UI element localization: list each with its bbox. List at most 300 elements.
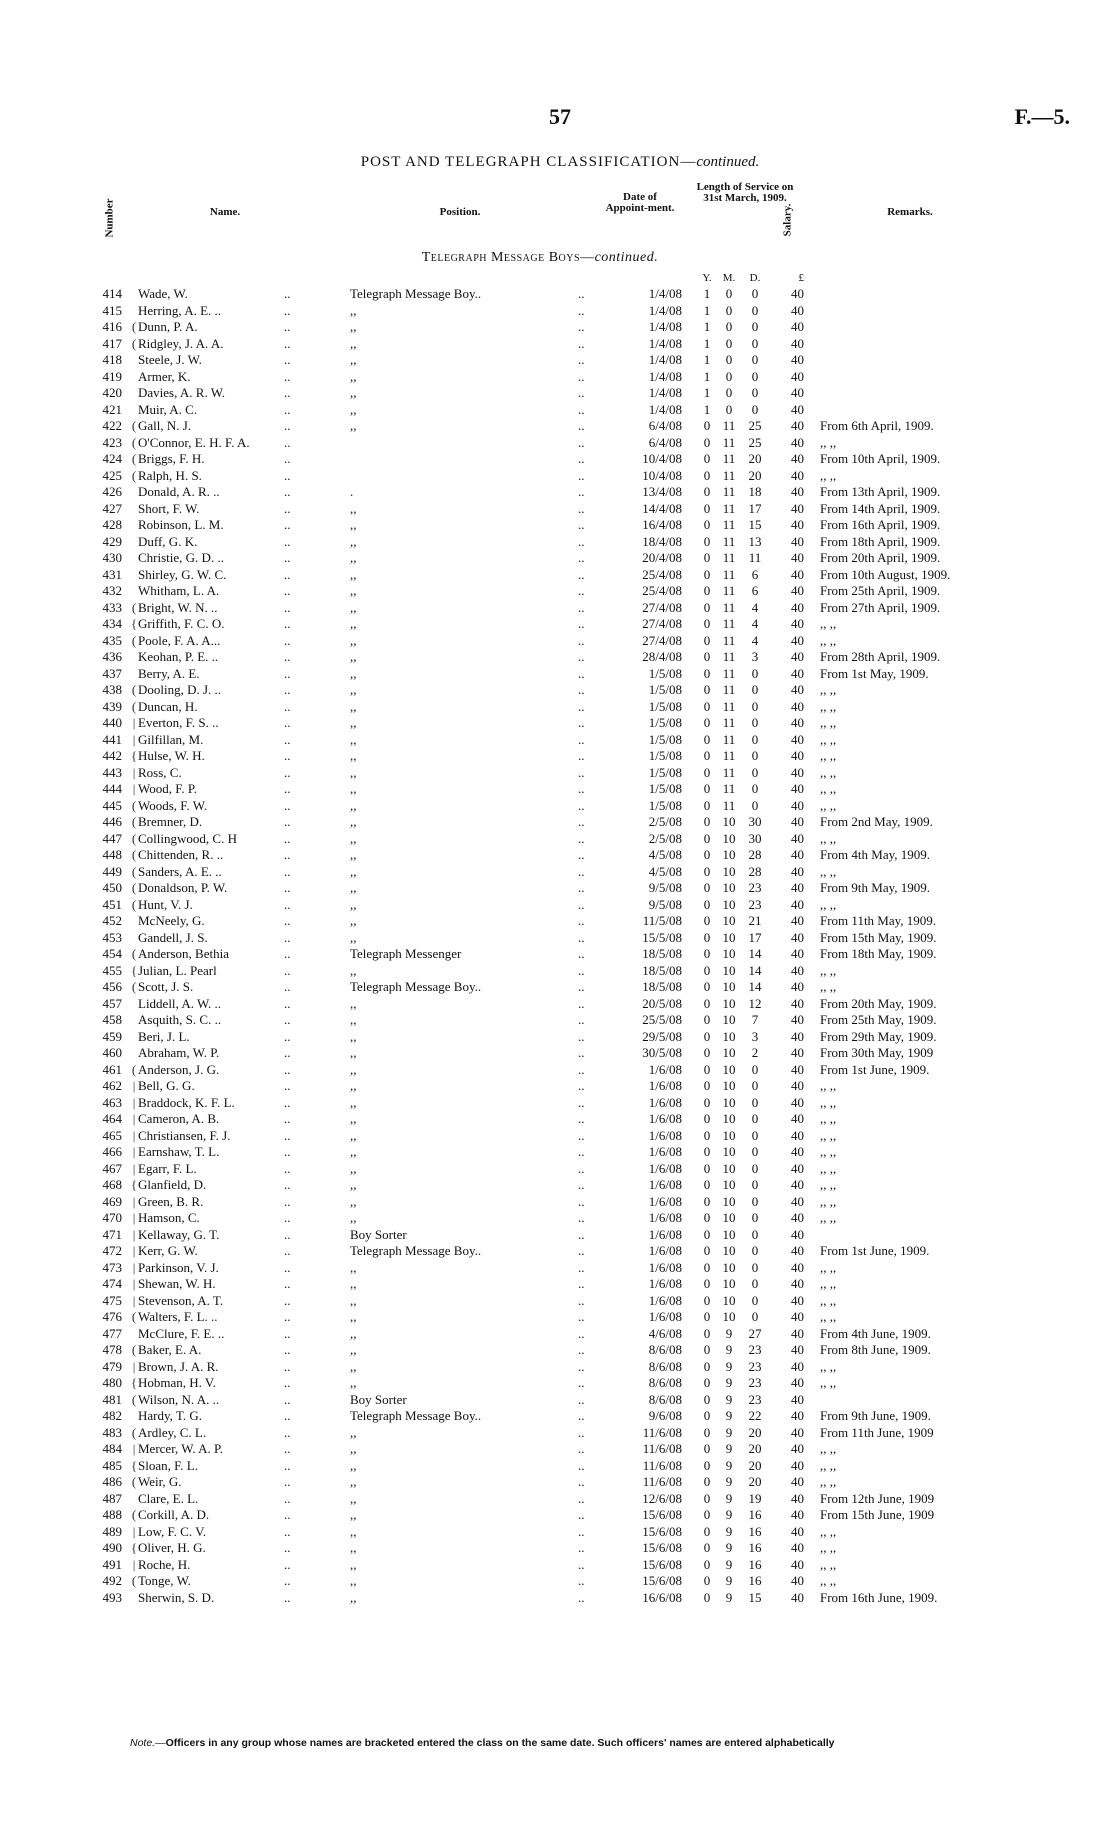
row-number: 470 [102, 1210, 122, 1225]
row-position: ,, [350, 830, 357, 846]
table-row [0, 1408, 1114, 1425]
row-months: 10 [722, 1259, 736, 1275]
row-remarks: ,, ,, [820, 863, 837, 879]
row-years: 0 [703, 1127, 711, 1143]
row-salary: 40 [791, 352, 804, 367]
row-remarks: ,, ,, [820, 467, 837, 483]
leader-dots: .. [284, 1028, 291, 1044]
row-bracket: ( [131, 814, 137, 829]
row-remarks: From 11th June, 1909 [820, 1424, 934, 1440]
row-date: 9/6/08 [648, 1408, 682, 1423]
leader-dots: .. [284, 434, 291, 450]
row-date: 1/4/08 [648, 352, 682, 367]
table-row [0, 1375, 1114, 1392]
leader-dots: .. [284, 715, 291, 730]
row-months: 10 [722, 1177, 736, 1192]
leader-dots: .. [578, 880, 585, 895]
row-date: 8/6/08 [648, 1375, 682, 1390]
leader-dots: .. [578, 1276, 585, 1291]
row-salary: 40 [791, 913, 804, 928]
row-salary: 40 [791, 731, 804, 747]
leader-dots: .. [284, 1061, 291, 1077]
row-date: 18/4/08 [642, 533, 682, 549]
leader-dots: .. [284, 1210, 291, 1225]
table-row [0, 1293, 1114, 1310]
row-number: 462 [102, 1078, 122, 1093]
row-months: 11 [722, 649, 736, 664]
row-number: 415 [102, 302, 122, 318]
row-name: Sanders, A. E. .. [138, 863, 222, 879]
column-header-salary-text: Salary. [781, 203, 794, 237]
table-row [0, 1243, 1114, 1260]
table-row [0, 864, 1114, 881]
row-position: . [350, 484, 354, 499]
row-date: 1/6/08 [648, 1309, 682, 1324]
row-bracket: ( [131, 946, 137, 961]
row-name: Gandell, J. S. [138, 929, 208, 945]
row-remarks: From 11th May, 1909. [820, 913, 937, 928]
leader-dots: .. [284, 500, 291, 516]
row-number: 457 [102, 995, 122, 1011]
row-date: 1/6/08 [648, 1226, 682, 1242]
row-date: 1/6/08 [648, 1144, 682, 1159]
row-years: 0 [703, 1309, 711, 1324]
row-bracket: ( [131, 1424, 137, 1440]
row-position: ,, [350, 1540, 357, 1555]
table-row [0, 1474, 1114, 1491]
leader-dots: .. [578, 401, 585, 417]
row-salary: 40 [791, 1127, 804, 1143]
table-row [0, 1194, 1114, 1211]
row-bracket: ( [131, 1474, 137, 1489]
row-number: 469 [102, 1193, 122, 1209]
row-salary: 40 [791, 1276, 804, 1291]
row-name: Ross, C. [138, 764, 182, 780]
row-remarks: ,, ,, [820, 797, 837, 813]
row-remarks: ,, ,, [820, 1078, 837, 1093]
row-date: 25/4/08 [642, 566, 682, 582]
row-date: 14/4/08 [642, 500, 682, 516]
row-date: 8/6/08 [648, 1342, 682, 1357]
row-years: 0 [703, 1177, 711, 1192]
row-months: 9 [725, 1391, 733, 1407]
table-row [0, 996, 1114, 1013]
table-row [0, 979, 1114, 996]
table-row [0, 913, 1114, 930]
row-date: 11/5/08 [642, 913, 682, 928]
row-date: 9/5/08 [648, 896, 682, 912]
row-bracket: ( [131, 451, 137, 466]
row-number: 436 [102, 649, 122, 664]
column-header-position: Position. [439, 206, 481, 218]
leader-dots: .. [284, 649, 291, 664]
row-months: 10 [722, 1111, 736, 1126]
leader-dots: .. [578, 1441, 585, 1456]
row-bracket: | [132, 1094, 136, 1110]
unit-days: D. [749, 272, 761, 284]
row-position: ,, [350, 1292, 357, 1308]
leader-dots: .. [578, 913, 585, 928]
row-name: McNeely, G. [138, 913, 205, 928]
row-salary: 40 [791, 1193, 804, 1209]
row-bracket: | [132, 1276, 136, 1291]
row-name: Chittenden, R. .. [138, 847, 224, 862]
table-row [0, 1441, 1114, 1458]
row-months: 11 [722, 434, 736, 450]
row-name: Clare, E. L. [138, 1490, 199, 1506]
row-position: ,, [350, 566, 357, 582]
leader-dots: .. [284, 682, 291, 697]
row-name: Shirley, G. W. C. [138, 566, 227, 582]
row-bracket: | [132, 1358, 136, 1374]
row-remarks: ,, ,, [820, 698, 837, 714]
leader-dots: .. [578, 500, 585, 516]
row-months: 10 [722, 880, 736, 895]
row-salary: 40 [791, 1078, 804, 1093]
row-date: 4/5/08 [648, 847, 682, 862]
row-bracket: ( [131, 599, 137, 615]
row-date: 2/5/08 [648, 830, 682, 846]
table-row [0, 1276, 1114, 1293]
row-remarks: From 1st June, 1909. [820, 1061, 930, 1077]
row-bracket: ( [131, 335, 137, 351]
row-years: 0 [703, 1226, 711, 1242]
row-date: 1/6/08 [648, 1111, 682, 1126]
leader-dots: .. [578, 1292, 585, 1308]
row-years: 0 [703, 1111, 711, 1126]
row-salary: 40 [791, 995, 804, 1011]
row-date: 1/5/08 [648, 715, 682, 730]
row-years: 1 [703, 319, 711, 334]
row-years: 0 [703, 533, 711, 549]
row-position: ,, [350, 1177, 357, 1192]
row-date: 8/6/08 [648, 1391, 682, 1407]
leader-dots: .. [578, 533, 585, 549]
row-days: 18 [748, 484, 762, 499]
row-number: 476 [102, 1309, 122, 1324]
row-salary: 40 [791, 1243, 804, 1258]
row-position: ,, [350, 1276, 357, 1291]
leader-dots: .. [284, 830, 291, 846]
row-name: Bremner, D. [138, 814, 203, 829]
leader-dots: .. [578, 1078, 585, 1093]
row-remarks: From 4th May, 1909. [820, 847, 931, 862]
row-bracket: | [132, 1226, 136, 1242]
leader-dots: .. [578, 1589, 585, 1605]
row-date: 1/6/08 [648, 1160, 682, 1176]
row-number: 487 [102, 1490, 122, 1506]
row-days: 30 [748, 830, 762, 846]
leader-dots: .. [578, 1408, 585, 1423]
row-remarks: From 9th June, 1909. [820, 1408, 931, 1423]
leader-dots: .. [284, 467, 291, 483]
leader-dots: .. [578, 385, 585, 400]
row-date: 20/4/08 [642, 550, 682, 565]
row-remarks: From 28th April, 1909. [820, 649, 941, 664]
row-salary: 40 [791, 1160, 804, 1176]
row-name: Christiansen, F. J. [138, 1127, 231, 1143]
row-bracket: ( [131, 632, 137, 648]
leader-dots: .. [578, 847, 585, 862]
row-years: 0 [703, 1210, 711, 1225]
row-years: 0 [703, 649, 711, 664]
leader-dots: .. [284, 319, 291, 334]
row-remarks: From 16th June, 1909. [820, 1589, 938, 1605]
row-bracket: ( [131, 467, 137, 483]
row-name: Baker, E. A. [138, 1342, 202, 1357]
leader-dots: .. [284, 550, 291, 565]
leader-dots: .. [578, 550, 585, 565]
row-bracket: ( [131, 863, 137, 879]
row-months: 0 [725, 302, 733, 318]
row-days: 0 [751, 1127, 759, 1143]
row-salary: 40 [791, 1457, 804, 1473]
row-years: 0 [703, 1540, 711, 1555]
row-salary: 40 [791, 1226, 804, 1242]
row-days: 0 [751, 1259, 759, 1275]
row-date: 25/5/08 [642, 1012, 682, 1027]
row-name: Green, B. R. [138, 1193, 204, 1209]
row-number: 417 [102, 335, 122, 351]
row-days: 20 [748, 451, 762, 466]
row-name: Abraham, W. P. [138, 1045, 220, 1060]
row-name: Ridgley, J. A. A. [138, 335, 224, 351]
table-row [0, 583, 1114, 600]
row-days: 22 [748, 1408, 762, 1423]
row-position: ,, [350, 1358, 357, 1374]
row-number: 428 [102, 517, 122, 532]
row-remarks: ,, ,, [820, 1210, 837, 1225]
row-days: 0 [751, 1177, 759, 1192]
classification-table [0, 286, 1114, 1606]
row-salary: 40 [791, 319, 804, 334]
row-remarks: From 4th June, 1909. [820, 1325, 931, 1341]
row-date: 6/4/08 [648, 418, 682, 433]
row-remarks: From 25th April, 1909. [820, 583, 941, 598]
leader-dots: .. [284, 748, 291, 763]
row-bracket: | [132, 1243, 136, 1258]
row-salary: 40 [791, 748, 804, 763]
leader-dots: .. [578, 1210, 585, 1225]
row-remarks: From 10th April, 1909. [820, 451, 941, 466]
row-years: 1 [703, 385, 711, 400]
row-position: ,, [350, 1457, 357, 1473]
row-months: 10 [722, 1160, 736, 1176]
row-number: 432 [102, 583, 122, 598]
row-remarks: From 13th April, 1909. [820, 484, 941, 499]
leader-dots: .. [578, 1424, 585, 1440]
row-number: 491 [102, 1556, 122, 1572]
table-row [0, 1458, 1114, 1475]
row-date: 10/4/08 [642, 451, 682, 466]
table-row [0, 1161, 1114, 1178]
row-remarks: ,, ,, [820, 979, 837, 994]
row-bracket: { [130, 616, 138, 631]
row-remarks: From 27th April, 1909. [820, 599, 941, 615]
section-heading-text: Telegraph Message Boys— [421, 250, 595, 265]
leader-dots: .. [578, 830, 585, 846]
row-years: 0 [703, 946, 711, 961]
row-years: 0 [703, 451, 711, 466]
leader-dots: .. [284, 979, 291, 994]
row-position: Telegraph Message Boy.. [350, 1243, 482, 1258]
table-row [0, 451, 1114, 468]
row-months: 11 [722, 715, 736, 730]
row-bracket: | [132, 731, 136, 747]
leader-dots: .. [578, 1474, 585, 1489]
row-years: 0 [703, 731, 711, 747]
row-number: 425 [102, 467, 122, 483]
row-months: 9 [725, 1589, 733, 1605]
table-row [0, 1342, 1114, 1359]
row-months: 11 [722, 550, 736, 565]
row-days: 16 [748, 1573, 762, 1588]
row-position: ,, [350, 715, 357, 730]
leader-dots: .. [284, 731, 291, 747]
row-date: 1/4/08 [648, 286, 682, 301]
row-years: 0 [703, 979, 711, 994]
row-years: 0 [703, 632, 711, 648]
row-salary: 40 [791, 583, 804, 598]
table-row [0, 616, 1114, 633]
leader-dots: .. [578, 1325, 585, 1341]
column-header-salary [776, 190, 800, 250]
row-salary: 40 [791, 467, 804, 483]
row-years: 0 [703, 1259, 711, 1275]
row-remarks: ,, ,, [820, 962, 837, 978]
row-bracket: ( [131, 896, 137, 912]
table-row [0, 501, 1114, 518]
leader-dots: .. [284, 1375, 291, 1390]
table-row [0, 303, 1114, 320]
row-days: 21 [748, 913, 762, 928]
row-months: 10 [722, 962, 736, 978]
row-name: Hamson, C. [138, 1210, 200, 1225]
leader-dots: .. [284, 1045, 291, 1060]
row-salary: 40 [791, 1210, 804, 1225]
row-years: 0 [703, 1144, 711, 1159]
unit-pounds: £ [798, 272, 804, 284]
row-name: Berry, A. E. [138, 665, 200, 681]
row-bracket: { [130, 1177, 138, 1192]
leader-dots: .. [578, 715, 585, 730]
row-remarks: From 12th June, 1909 [820, 1490, 935, 1506]
row-years: 0 [703, 1342, 711, 1357]
row-salary: 40 [791, 1358, 804, 1374]
table-row [0, 880, 1114, 897]
row-position: ,, [350, 401, 357, 417]
row-bracket: { [130, 1375, 138, 1390]
row-position: ,, [350, 1259, 357, 1275]
leader-dots: .. [284, 962, 291, 978]
row-position: ,, [350, 385, 357, 400]
row-remarks: ,, ,, [820, 1474, 837, 1489]
leader-dots: .. [578, 1540, 585, 1555]
row-months: 0 [725, 385, 733, 400]
row-years: 0 [703, 1325, 711, 1341]
row-salary: 40 [791, 1012, 804, 1027]
row-remarks: ,, ,, [820, 1259, 837, 1275]
table-row [0, 1210, 1114, 1227]
table-row [0, 1078, 1114, 1095]
leader-dots: .. [284, 451, 291, 466]
row-days: 4 [751, 599, 759, 615]
table-row [0, 1260, 1114, 1277]
leader-dots: .. [578, 616, 585, 631]
row-date: 15/6/08 [642, 1523, 682, 1539]
row-days: 23 [748, 1342, 762, 1357]
unit-header-row [0, 272, 1114, 286]
leader-dots: .. [578, 1342, 585, 1357]
table-row [0, 897, 1114, 914]
row-position: ,, [350, 1474, 357, 1489]
leader-dots: .. [578, 335, 585, 351]
row-name: Mercer, W. A. P. [138, 1441, 224, 1456]
row-months: 11 [722, 764, 736, 780]
row-months: 11 [722, 500, 736, 516]
row-name: McClure, F. E. .. [138, 1325, 225, 1341]
row-remarks: ,, ,, [820, 1127, 837, 1143]
row-number: 447 [102, 830, 122, 846]
row-months: 9 [725, 1424, 733, 1440]
row-days: 0 [751, 1309, 759, 1324]
row-days: 20 [748, 1474, 762, 1489]
row-date: 1/5/08 [648, 731, 682, 747]
table-row [0, 468, 1114, 485]
leader-dots: .. [578, 566, 585, 582]
row-number: 456 [102, 979, 122, 994]
row-name: Hulse, W. H. [138, 748, 205, 763]
row-name: Shewan, W. H. [138, 1276, 216, 1291]
table-row [0, 699, 1114, 716]
row-salary: 40 [791, 1144, 804, 1159]
row-years: 0 [703, 830, 711, 846]
row-remarks: ,, ,, [820, 1160, 837, 1176]
row-remarks: From 29th May, 1909. [820, 1028, 937, 1044]
row-months: 11 [722, 451, 736, 466]
table-row [0, 633, 1114, 650]
row-name: Bright, W. N. .. [138, 599, 218, 615]
row-date: 1/5/08 [648, 764, 682, 780]
row-years: 0 [703, 962, 711, 978]
row-date: 15/6/08 [642, 1573, 682, 1588]
row-date: 1/5/08 [648, 748, 682, 763]
column-header-number [84, 188, 136, 248]
row-days: 17 [748, 500, 762, 516]
leader-dots: .. [284, 814, 291, 829]
leader-dots: .. [284, 517, 291, 532]
row-date: 1/5/08 [648, 797, 682, 813]
leader-dots: .. [578, 1028, 585, 1044]
row-name: Low, F. C. V. [138, 1523, 207, 1539]
leader-dots: .. [284, 1325, 291, 1341]
table-row [0, 1095, 1114, 1112]
row-date: 13/4/08 [642, 484, 682, 499]
row-name: Ardley, C. L. [138, 1424, 207, 1440]
row-number: 465 [102, 1127, 122, 1143]
row-months: 0 [725, 335, 733, 351]
row-date: 1/6/08 [648, 1210, 682, 1225]
row-name: Duff, G. K. [138, 533, 198, 549]
row-position: ,, [350, 302, 357, 318]
row-salary: 40 [791, 847, 804, 862]
leader-dots: .. [284, 1441, 291, 1456]
row-days: 16 [748, 1507, 762, 1522]
row-bracket: | [132, 1144, 136, 1159]
leader-dots: .. [284, 1523, 291, 1539]
leader-dots: .. [578, 319, 585, 334]
row-number: 427 [102, 500, 122, 516]
